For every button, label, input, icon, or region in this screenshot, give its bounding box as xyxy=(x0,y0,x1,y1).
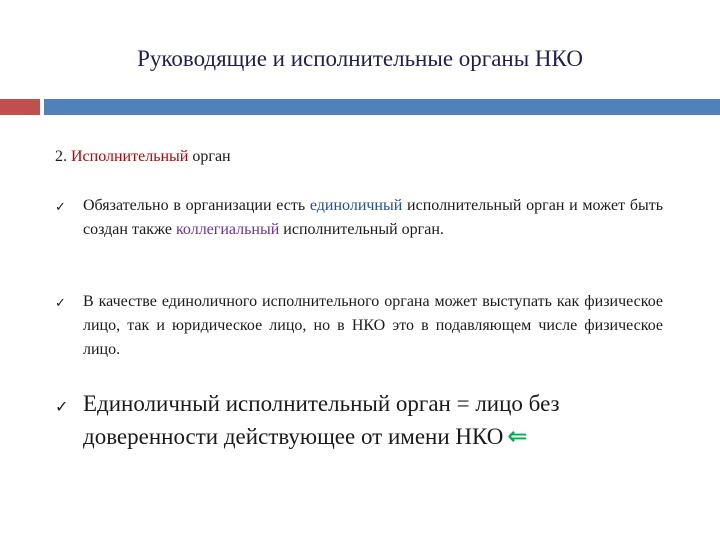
checkmark-icon: ✓ xyxy=(55,199,66,214)
bullet-1-highlight-single: единоличный xyxy=(309,197,403,214)
bullet-text-1 xyxy=(83,194,663,242)
slide-title: Руководящие и исполнительные органы НКО xyxy=(137,46,583,71)
subheading-number: 2. xyxy=(55,148,71,165)
left-arrow-icon: ⇐ xyxy=(507,422,528,450)
subheading-highlight: Исполнительный xyxy=(71,148,189,165)
bullet-text-2: В качестве единоличного исполнительного органа может выступать как физическое лицо, так и юридическое лицо, но в НКО это в подавляющем числе физическое лицо. xyxy=(83,293,663,358)
subheading-rest: орган xyxy=(188,148,231,165)
bullet-1-part-1: Обязательно в организации есть xyxy=(83,197,310,214)
bullet-1-part-5: исполнительный орган. xyxy=(279,221,444,238)
checkmark-icon: ✓ xyxy=(55,295,66,310)
bullet-1-highlight-collegial: коллегиальный xyxy=(175,221,280,238)
bullet-1-part-3: исполнительный орган и может быть создан также xyxy=(83,197,663,238)
accent-bar-blue xyxy=(44,99,720,115)
bullet-item-1 xyxy=(55,194,663,242)
bullet-3-text: Единоличный исполнительный орган = лицо без доверенности действующее от имени НКО xyxy=(83,391,560,449)
subheading xyxy=(55,148,231,166)
bullet-item-2 xyxy=(55,290,663,362)
bullet-text-3 xyxy=(83,388,663,453)
accent-bar-red xyxy=(0,99,40,115)
bullet-item-3 xyxy=(55,388,663,453)
checkmark-icon: ✓ xyxy=(55,399,69,416)
